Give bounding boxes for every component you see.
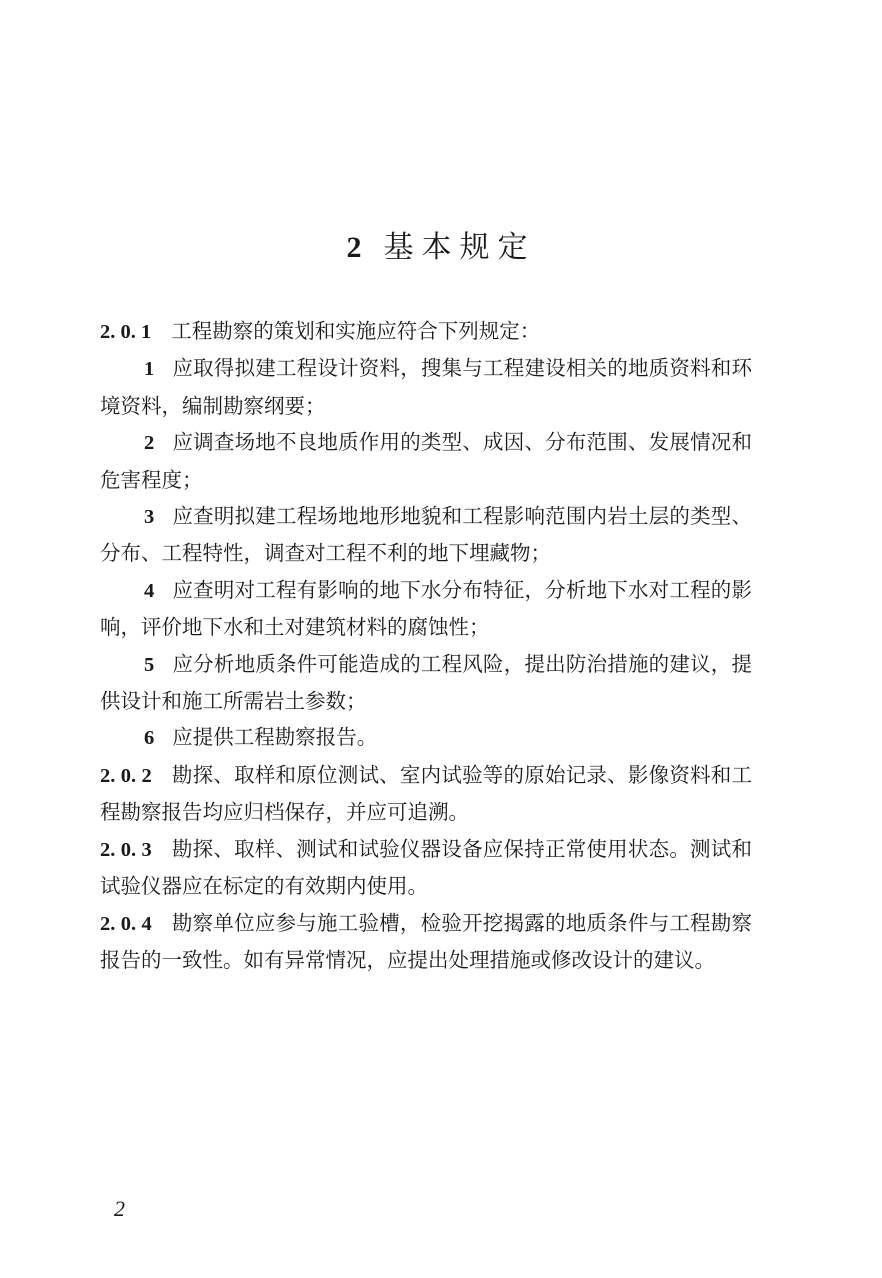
clause-2-0-2	[100, 757, 752, 831]
item-number: 3	[144, 506, 155, 529]
clause-2-0-1	[100, 313, 752, 350]
clause-text: 勘探、取样和原位测试、室内试验等的原始记录、影像资料和工程勘察报告均应归档保存，并应可追溯。	[100, 762, 753, 825]
clause-2-0-3	[100, 831, 752, 905]
item-number: 5	[144, 653, 155, 676]
item-text: 应查明拟建工程场地地形地貌和工程影响范围内岩土层的类型、分布、工程特性，调查对工程不利的地下埋藏物；	[100, 504, 752, 566]
item-text: 应取得拟建工程设计资料，搜集与工程建设相关的地质资料和环境资料，编制勘察纲要；	[100, 356, 752, 418]
clause-item	[100, 646, 752, 720]
item-number: 6	[144, 727, 155, 750]
item-text: 应调查场地不良地质作用的类型、成因、分布范围、发展情况和危害程度；	[100, 430, 752, 492]
clause-item	[100, 572, 752, 646]
chapter-number: 2	[346, 231, 370, 264]
item-number: 2	[144, 432, 155, 455]
chapter-title: 基本规定	[383, 230, 536, 265]
item-number: 1	[144, 358, 155, 381]
clause-number: 2. 0. 2	[100, 764, 152, 787]
clause-text: 勘察单位应参与施工验槽，检验开挖揭露的地质条件与工程勘察报告的一致性。如有异常情况，应提出处理措施或修改设计的建议。	[100, 910, 753, 972]
item-text: 应提供工程勘察报告。	[172, 725, 378, 750]
item-text: 应查明对工程有影响的地下水分布特征，分析地下水对工程的影响，评价地下水和土对建筑材料的腐蚀性；	[100, 577, 752, 640]
clause-item	[100, 350, 752, 424]
page-number: 2	[114, 1196, 125, 1221]
item-text: 应分析地质条件可能造成的工程风险，提出防治措施的建议，提供设计和施工所需岩土参数；	[100, 651, 752, 714]
item-number: 4	[144, 579, 155, 602]
clause-number: 2. 0. 3	[100, 838, 152, 861]
clause-number: 2. 0. 4	[100, 912, 152, 935]
clause-item	[100, 498, 752, 572]
chapter-body	[100, 313, 752, 978]
clause-item	[100, 424, 752, 498]
clause-2-0-4	[100, 905, 752, 979]
clause-text: 勘探、取样、测试和试验仪器设备应保持正常使用状态。测试和试验仪器应在标定的有效期内使用。	[100, 836, 753, 899]
clause-item	[100, 719, 752, 756]
chapter-heading	[0, 222, 882, 266]
clause-text: 工程勘察的策划和实施应符合下列规定：	[171, 319, 541, 343]
clause-number: 2. 0. 1	[100, 321, 152, 343]
